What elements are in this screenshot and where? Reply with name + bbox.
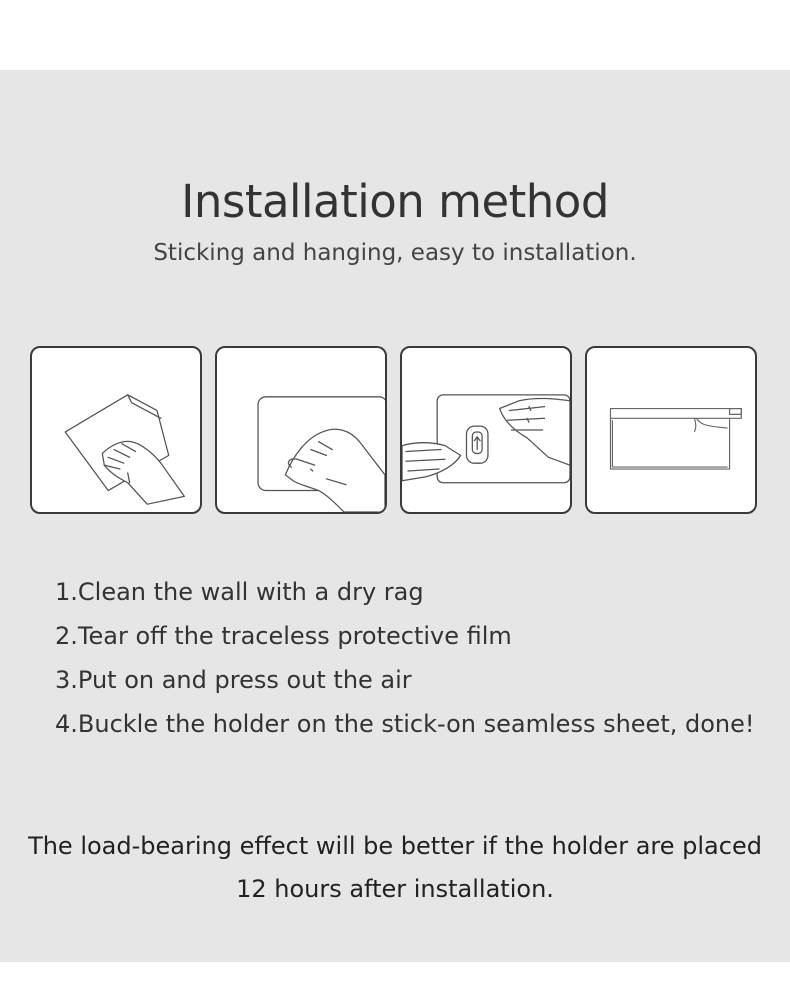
load-bearing-note xyxy=(0,825,790,911)
peel-protective-film-icon xyxy=(217,348,385,512)
step-item: 2.Tear off the traceless protective film xyxy=(55,622,512,650)
content-panel xyxy=(0,70,790,962)
holder-mounted-icon xyxy=(587,348,755,512)
step-item: 3.Put on and press out the air xyxy=(55,666,412,694)
step-1-illustration xyxy=(30,346,202,514)
steps-list xyxy=(55,570,755,746)
step-item: 1.Clean the wall with a dry rag xyxy=(55,578,424,606)
step-3-illustration xyxy=(400,346,572,514)
clean-wall-with-rag-icon xyxy=(32,348,200,512)
page-title: Installation method xyxy=(181,175,609,228)
press-out-air-icon xyxy=(402,348,570,512)
step-2-illustration xyxy=(215,346,387,514)
step-4-illustration xyxy=(585,346,757,514)
step-item: 4.Buckle the holder on the stick-on seamless sheet, done! xyxy=(55,710,755,738)
page-subtitle: Sticking and hanging, easy to installation. xyxy=(153,240,637,266)
note-line-2: 12 hours after installation. xyxy=(236,875,554,903)
note-line-1: The load-bearing effect will be better if the holder are placed xyxy=(28,832,762,860)
